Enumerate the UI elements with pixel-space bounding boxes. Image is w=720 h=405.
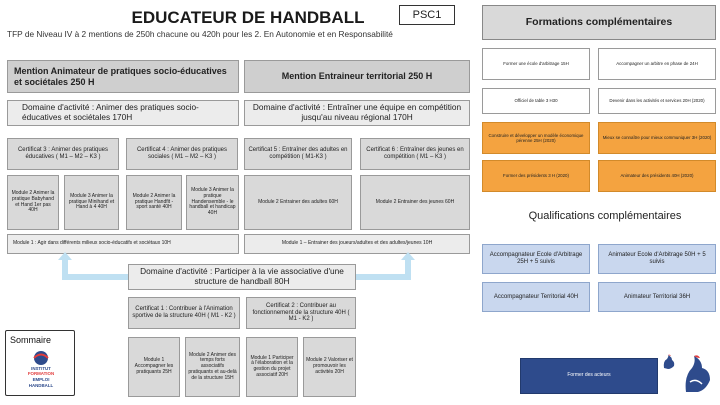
sommaire-label: Sommaire [10,335,52,345]
connector-left-horizontal [62,274,128,280]
certificat-6: Certificat 6 : Entraîner des jeunes en compétition ( M1 – K3 ) [360,138,470,170]
qualification-item-1[interactable]: Animateur Ecole d'Arbitrage 50H + 5 suivis [598,244,716,274]
logo-line-1: INSTITUT [31,366,51,371]
qualification-item-2[interactable]: Accompagnateur Territorial 40H [482,282,590,312]
formation-item-4[interactable]: Construire et développer un modèle économique pérenne 25H (2020) [482,122,590,154]
arrow-right-up [401,252,415,260]
certificat-2: Certificat 2 : Contribuer au fonctionnement de la structure 40H ( M1 - K2 ) [246,297,356,329]
certificat-5: Certificat 5 : Entraîner des adultes en compétition ( M1-K3 ) [244,138,352,170]
formation-item-6[interactable]: Former des présidents 3 H (2020) [482,160,590,192]
former-acteurs-button[interactable]: Former des acteurs [520,358,658,394]
certificat-1: Certificat 1 : Contribuer à l'Animation sportive de la structure 40H ( M1 - K2 ) [128,297,240,329]
page-title: EDUCATEUR DE HANDBALL [131,8,365,27]
mention-entraineur: Mention Entraineur territorial 250 H [244,60,470,93]
qualification-item-3[interactable]: Animateur Territorial 36H [598,282,716,312]
module-handfit: Module 2 Animer la pratique Handfit - sport santé 40H [126,175,182,230]
module-entrainer-jeunes: Module 2 Entrainer des jeunes 60H [360,175,470,230]
module-accompagner: Module 1 Accompagner les pratiquants 25H [128,337,180,397]
formation-item-0[interactable]: Former une école d'arbitrage 15H [482,48,590,80]
module-temps-forts: Module 2 Animer des temps forts associatifs pratiquants et au-delà de la structure 15H [185,337,240,397]
formations-title: Formations complémentaires [482,5,716,40]
logo-line-3: EMPLOI [32,377,50,382]
formation-item-5[interactable]: Mieux se connaître pour mieux communiquer 3H (2020) [598,122,716,154]
page-subtitle: TFP de Niveau IV à 2 mentions de 250h chacune ou 420h pour les 2. En Autonomie et en Responsabilité [7,29,393,39]
sommaire-button[interactable] [5,330,75,396]
ifeh-logo-icon [20,349,62,393]
certificat-4: Certificat 4 : Animer des pratiques sociales ( M1 – M2 – K3 ) [126,138,238,170]
module-projet-associatif: Module 1 Participer à l'élaboration et la gestion du projet associatif 20H [246,337,298,397]
domain-entrainer: Domaine d'activité : Entraîner une équipe en compétition jusqu'au niveau régional 170H [244,100,470,126]
formation-item-2[interactable]: Officiel de table 3 H30 [482,88,590,114]
domain-vie-associative: Domaine d'activité : Participer à la vie associative d'une structure de handball 80H [128,264,356,290]
domain-animer: Domaine d'activité : Animer des pratiques socio-éducatives et sociétales 170H [7,100,239,126]
module-1-milieux: Module 1 : Agir dans différents milieux socio-éducatifs et sociétaux 10H [7,234,239,254]
qualifications-title: Qualifications complémentaires [528,210,682,222]
certificat-3: Certificat 3 : Animer des pratiques éducatives ( M1 – M2 – K3 ) [7,138,119,170]
formation-item-7[interactable]: Animateur des présidents 40H (2020) [598,160,716,192]
module-valoriser: Module 2 Valoriser et promouvoir les activités 20H [303,337,356,397]
logo-line-2: FORMATION [27,371,55,376]
rooster-logo-icon [680,352,714,396]
module-1-entrainer: Module 1 – Entrainer des joueurs/adultes et des adultes/jeunes 10H [244,234,470,254]
mention-animateur: Mention Animateur de pratiques socio-éducatives et sociétales 250 H [7,60,239,93]
arrow-left-up [58,252,72,260]
formation-item-1[interactable]: Accompagner un arbitre en phase de 24H [598,48,716,80]
formation-item-3[interactable]: Devenir dans les activités et services 20H (2020) [598,88,716,114]
logo-line-4: HANDBALL [28,383,54,388]
small-rooster-icon [662,354,676,370]
connector-right-horizontal [356,274,411,280]
qualification-item-0[interactable]: Accompagnateur Ecole d'Arbitrage 25H + 5 suivis [482,244,590,274]
psc1-badge: PSC1 [399,5,455,25]
module-babyhand: Module 2 Animer la pratique Babyhand et Hand 1er pas 40H [7,175,59,230]
module-handensemble: Module 3 Animer la pratique Handensemble - le handball et handicap 40H [186,175,239,230]
module-minihand: Module 3 Animer la pratique Minihand et Hand à 4 40H [64,175,119,230]
module-entrainer-adultes: Module 2 Entrainer des adultes 60H [244,175,352,230]
